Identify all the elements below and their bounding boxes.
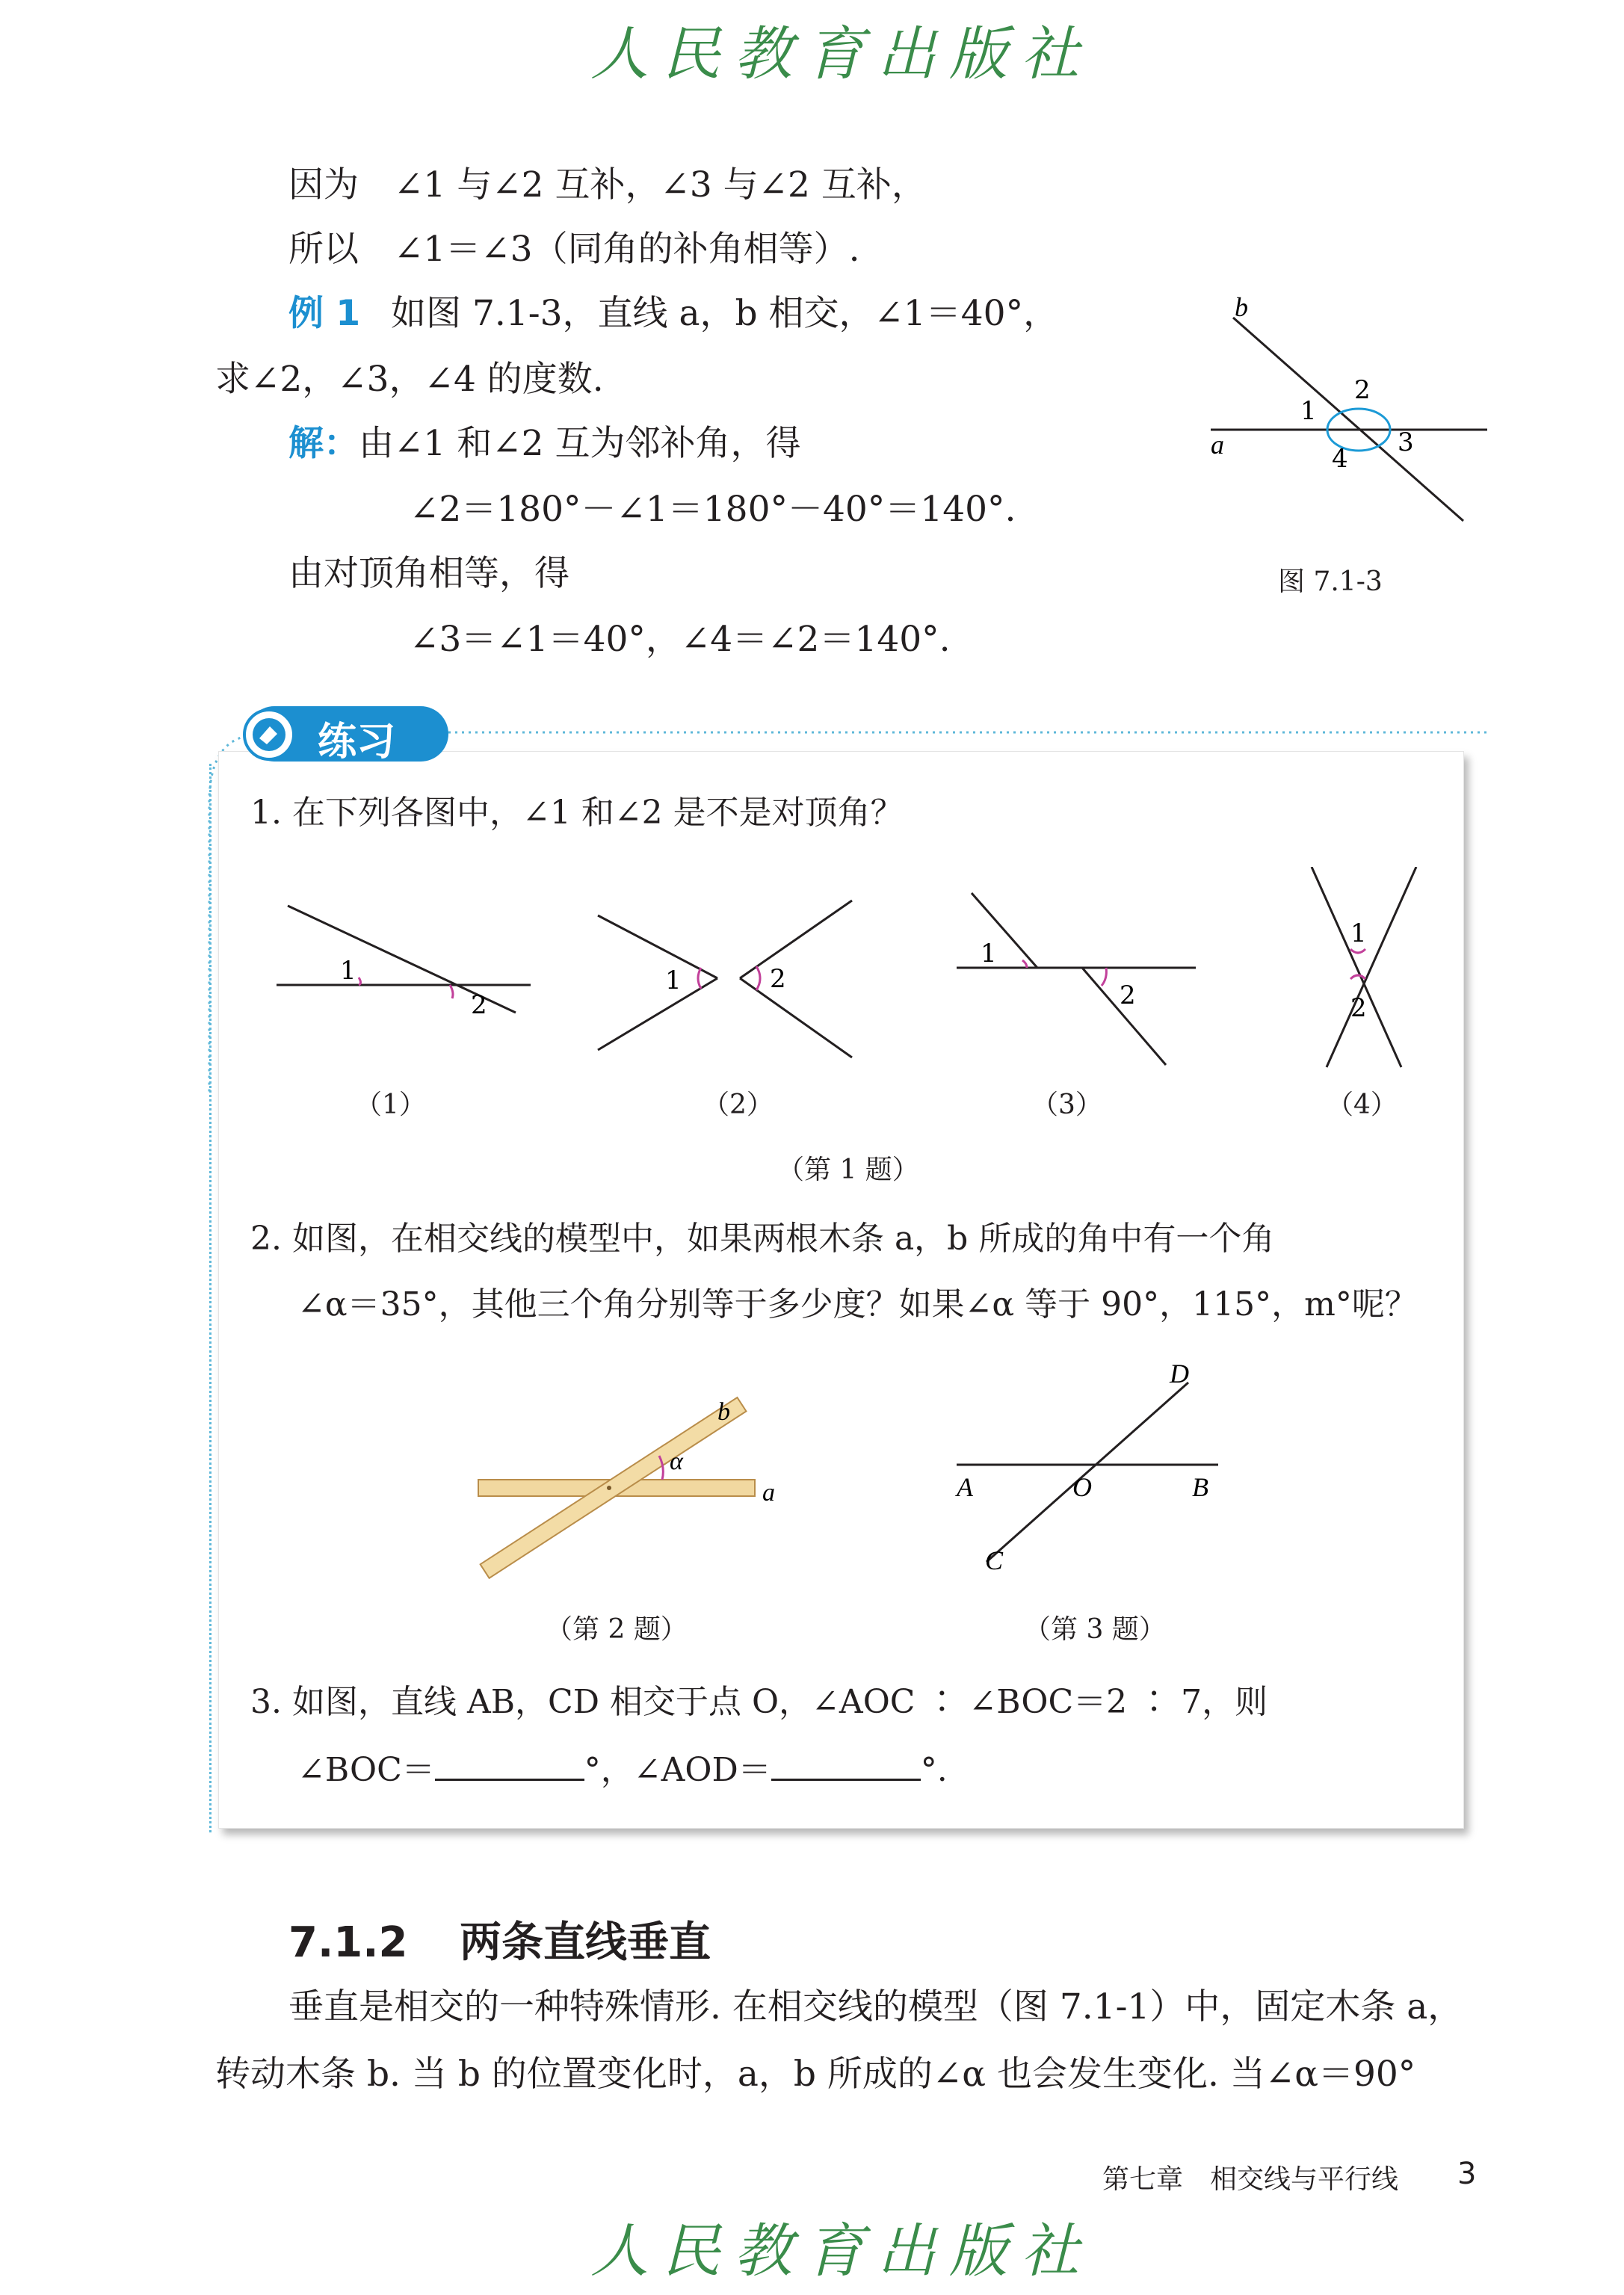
label-a: a xyxy=(1211,430,1224,460)
q2-caption: （第 2 题） xyxy=(546,1614,688,1645)
q1-fig4-label-1: 1 xyxy=(1350,918,1367,948)
label-angle-4: 4 xyxy=(1332,444,1348,474)
pencil-icon xyxy=(246,711,292,758)
publisher-logo-header: 人民教育出版社 xyxy=(590,21,1093,88)
label-angle-3: 3 xyxy=(1398,427,1414,457)
q1-figure-4 xyxy=(1304,867,1424,1076)
q1-sub-caption-2: （2） xyxy=(703,1090,774,1120)
line-b xyxy=(1233,318,1463,521)
q1-fig3-label-2: 2 xyxy=(1120,980,1136,1010)
q3-label-A: A xyxy=(957,1472,973,1502)
q3-label-O: O xyxy=(1072,1472,1092,1502)
question-2-line-2: ∠α＝35°，其他三个角分别等于多少度？如果∠α 等于 90°，115°，m°呢？ xyxy=(297,1285,1418,1323)
example-1-text: 如图 7.1-3，直线 a，b 相交，∠1＝40°， xyxy=(391,293,1059,334)
figure-7-1-3-caption: 图 7.1-3 xyxy=(1278,566,1383,597)
practice-title: 练习 xyxy=(318,720,396,765)
q1-sub-caption-1: （1） xyxy=(355,1090,426,1120)
solution-label: 解： xyxy=(288,423,359,464)
example-1-label: 例 1 xyxy=(288,293,361,334)
intro-line-2: 所以 ∠1＝∠3（同角的补角相等）. xyxy=(288,229,860,270)
question-3-line-2 xyxy=(297,1750,948,1790)
label-b: b xyxy=(1235,292,1248,322)
practice-badge-circle xyxy=(243,708,295,761)
q2-label-a: a xyxy=(762,1479,775,1507)
q3-text-b: °，∠AOD＝ xyxy=(584,1751,771,1789)
question-3-line-1: 3. 如图，直线 AB，CD 相交于点 O，∠AOC ∶ ∠BOC＝2 ∶ 7，则 xyxy=(250,1683,1268,1721)
q2-label-alpha: α xyxy=(670,1448,683,1475)
q1-sub-caption-4: （4） xyxy=(1327,1090,1398,1120)
section-title: 两条直线垂直 xyxy=(459,1918,711,1967)
q1-fig1-label-1: 1 xyxy=(340,956,356,986)
q1-fig2-label-2: 2 xyxy=(770,964,786,994)
q3-text-c: °. xyxy=(920,1751,948,1789)
solution-line-4: ∠3＝∠1＝40°，∠4＝∠2＝140°. xyxy=(410,619,951,660)
answer-blank-boc[interactable] xyxy=(435,1750,584,1781)
q3-label-D: D xyxy=(1170,1359,1189,1389)
q3-caption: （第 3 题） xyxy=(1024,1614,1166,1645)
section-heading xyxy=(288,1909,711,1969)
page-number: 3 xyxy=(1457,2157,1477,2191)
example-1-text-2: 求∠2，∠3，∠4 的度数. xyxy=(215,359,604,400)
section-number: 7.1.2 xyxy=(288,1918,408,1967)
q1-fig3-label-1: 1 xyxy=(981,939,997,969)
solution-line-1 xyxy=(288,423,800,465)
solution-line-2: ∠2＝180°－∠1＝180°－40°＝140°. xyxy=(410,489,1016,530)
q1-sub-caption-3: （3） xyxy=(1031,1090,1102,1120)
q1-figure-2 xyxy=(590,893,859,1065)
solution-text-1: 由∠1 和∠2 互为邻补角，得 xyxy=(359,423,801,464)
publisher-logo-footer: 人民教育出版社 xyxy=(590,2218,1093,2285)
question-1: 1. 在下列各图中，∠1 和∠2 是不是对顶角？ xyxy=(250,794,904,832)
question-2-line-1: 2. 如图，在相交线的模型中，如果两根木条 a，b 所成的角中有一个角 xyxy=(250,1220,1275,1258)
q3-label-C: C xyxy=(985,1545,1004,1575)
q1-fig2-label-1: 1 xyxy=(665,966,682,995)
section-paragraph-line-1: 垂直是相交的一种特殊情形. 在相交线的模型（图 7.1-1）中，固定木条 a， xyxy=(288,1986,1463,2027)
q2-figure-wood-model xyxy=(463,1375,792,1592)
answer-blank-aod[interactable] xyxy=(771,1750,921,1781)
q1-figure-1 xyxy=(269,882,538,1016)
q3-label-B: B xyxy=(1192,1472,1208,1502)
q1-caption: （第 1 题） xyxy=(777,1155,919,1185)
q1-fig4-label-2: 2 xyxy=(1350,993,1367,1023)
practice-left-dots xyxy=(209,764,214,1832)
chapter-footer: 第七章 相交线与平行线 xyxy=(1102,2164,1399,2195)
figure-7-1-3 xyxy=(1188,288,1502,534)
q1-figure-3 xyxy=(949,886,1203,1072)
intro-line-1: 因为 ∠1 与∠2 互补，∠3 与∠2 互补， xyxy=(288,164,927,206)
solution-line-3: 由对顶角相等，得 xyxy=(288,553,569,594)
q3-figure-lines xyxy=(942,1353,1256,1577)
q3-text-a: ∠BOC＝ xyxy=(297,1751,435,1789)
example-1-line xyxy=(288,293,1058,335)
q2-label-b: b xyxy=(717,1398,730,1426)
section-paragraph-line-2: 转动木条 b. 当 b 的位置变化时，a，b 所成的∠α 也会发生变化. 当∠α＝90° xyxy=(215,2054,1416,2095)
q1-fig1-label-2: 2 xyxy=(471,990,487,1016)
label-angle-2: 2 xyxy=(1354,375,1371,405)
label-angle-1: 1 xyxy=(1300,396,1317,426)
